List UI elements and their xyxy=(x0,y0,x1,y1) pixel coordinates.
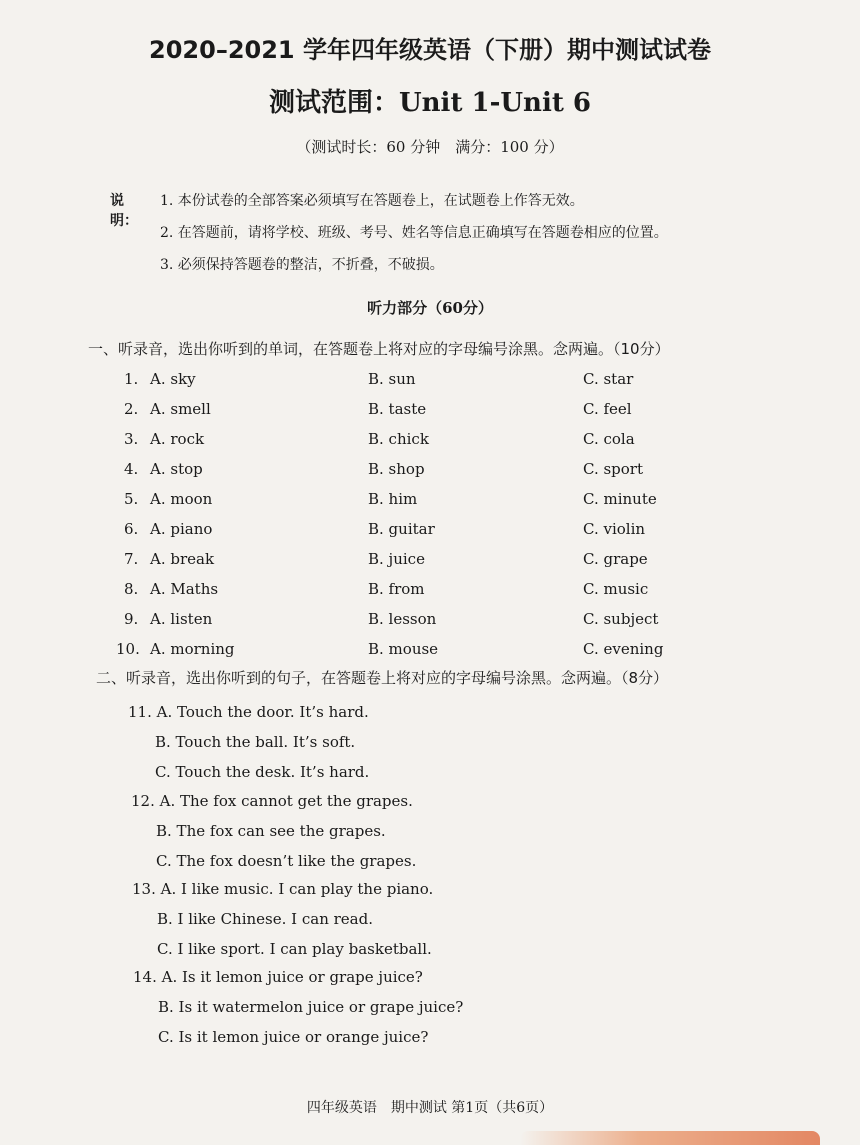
option-c: C. feel xyxy=(583,400,632,418)
option-c: C. subject xyxy=(583,610,659,628)
option-c: C. grape xyxy=(583,550,648,568)
question-number: 10. xyxy=(116,640,140,658)
instruction-item: 2. 在答题前，请将学校、班级、考号、姓名等信息正确填写在答题卷相应的位置。 xyxy=(160,225,668,241)
option-c: C. sport xyxy=(583,460,644,478)
option-c: C. minute xyxy=(583,490,657,508)
option-b: B. him xyxy=(368,490,418,508)
word-question-row xyxy=(0,520,860,544)
option-b: B. sun xyxy=(368,370,416,388)
exam-duration: （测试时长：60 分钟 满分：100 分） xyxy=(296,138,564,156)
option-a: A. rock xyxy=(150,430,205,448)
question-number: 7. xyxy=(124,550,139,568)
sentence-option-c: C. I like sport. I can play basketball. xyxy=(157,940,432,958)
sentence-option-b: B. Is it watermelon juice or grape juice? xyxy=(158,998,464,1016)
question-number: 6. xyxy=(124,520,139,538)
word-question-row xyxy=(0,490,860,514)
option-a: A. listen xyxy=(150,610,213,628)
option-b: B. juice xyxy=(368,550,425,568)
page-footer: 四年级英语 期中测试 第1页（共6页） xyxy=(306,1100,554,1116)
option-b: B. mouse xyxy=(368,640,439,658)
option-a: A. Maths xyxy=(150,580,219,598)
sentence-option-c: C. The fox doesn’t like the grapes. xyxy=(156,852,417,870)
option-a: A. piano xyxy=(150,520,213,538)
option-b: B. guitar xyxy=(368,520,435,538)
instruction-item: 3. 必须保持答题卷的整洁，不折叠，不破损。 xyxy=(160,257,444,273)
option-a: A. moon xyxy=(150,490,213,508)
sentence-option-b: B. Touch the ball. It’s soft. xyxy=(155,733,356,751)
option-a: A. stop xyxy=(150,460,203,478)
question-number: 8. xyxy=(124,580,139,598)
exam-title: 2020–2021 学年四年级英语（下册）期中测试试卷 xyxy=(149,36,711,64)
sentence-option-c: C. Touch the desk. It’s hard. xyxy=(155,763,370,781)
part2-heading: 二、听录音，选出你听到的句子，在答题卷上将对应的字母编号涂黑。念两遍。（8分） xyxy=(96,669,669,687)
word-question-row xyxy=(0,430,860,454)
option-a: A. morning xyxy=(150,640,235,658)
word-question-row xyxy=(0,610,860,634)
word-question-row xyxy=(0,580,860,604)
option-c: C. music xyxy=(583,580,649,598)
word-question-row xyxy=(0,370,860,394)
option-a: A. smell xyxy=(150,400,211,418)
sentence-option-b: B. I like Chinese. I can read. xyxy=(157,910,373,928)
sentence-option-a: 12. A. The fox cannot get the grapes. xyxy=(131,792,413,810)
instructions-label: 说明： xyxy=(110,193,138,229)
sentence-option-a: 13. A. I like music. I can play the piano. xyxy=(132,880,434,898)
option-a: A. break xyxy=(150,550,215,568)
paper-edge-stain xyxy=(520,1131,820,1145)
word-question-row xyxy=(0,400,860,424)
option-c: C. evening xyxy=(583,640,664,658)
sentence-option-a: 14. A. Is it lemon juice or grape juice? xyxy=(133,968,423,986)
question-number: 1. xyxy=(124,370,139,388)
option-c: C. violin xyxy=(583,520,646,538)
option-b: B. taste xyxy=(368,400,427,418)
option-c: C. star xyxy=(583,370,634,388)
sentence-option-c: C. Is it lemon juice or orange juice? xyxy=(158,1028,429,1046)
option-b: B. chick xyxy=(368,430,429,448)
sentence-option-a: 11. A. Touch the door. It’s hard. xyxy=(128,703,369,721)
option-c: C. cola xyxy=(583,430,635,448)
question-number: 5. xyxy=(124,490,139,508)
option-a: A. sky xyxy=(150,370,196,388)
exam-scope: 测试范围：Unit 1-Unit 6 xyxy=(268,88,591,118)
question-number: 4. xyxy=(124,460,139,478)
word-question-row xyxy=(0,460,860,484)
part1-heading: 一、听录音，选出你听到的单词，在答题卷上将对应的字母编号涂黑。念两遍。（10分） xyxy=(88,340,670,358)
question-number: 2. xyxy=(124,400,139,418)
option-b: B. shop xyxy=(368,460,425,478)
listening-section-title: 听力部分（60分） xyxy=(367,299,493,317)
word-question-row xyxy=(0,550,860,574)
option-b: B. lesson xyxy=(368,610,437,628)
word-question-row xyxy=(0,640,860,664)
option-b: B. from xyxy=(368,580,425,598)
question-number: 3. xyxy=(124,430,139,448)
sentence-option-b: B. The fox can see the grapes. xyxy=(156,822,386,840)
question-number: 9. xyxy=(124,610,139,628)
instruction-item: 1. 本份试卷的全部答案必须填写在答题卷上，在试题卷上作答无效。 xyxy=(160,193,584,209)
